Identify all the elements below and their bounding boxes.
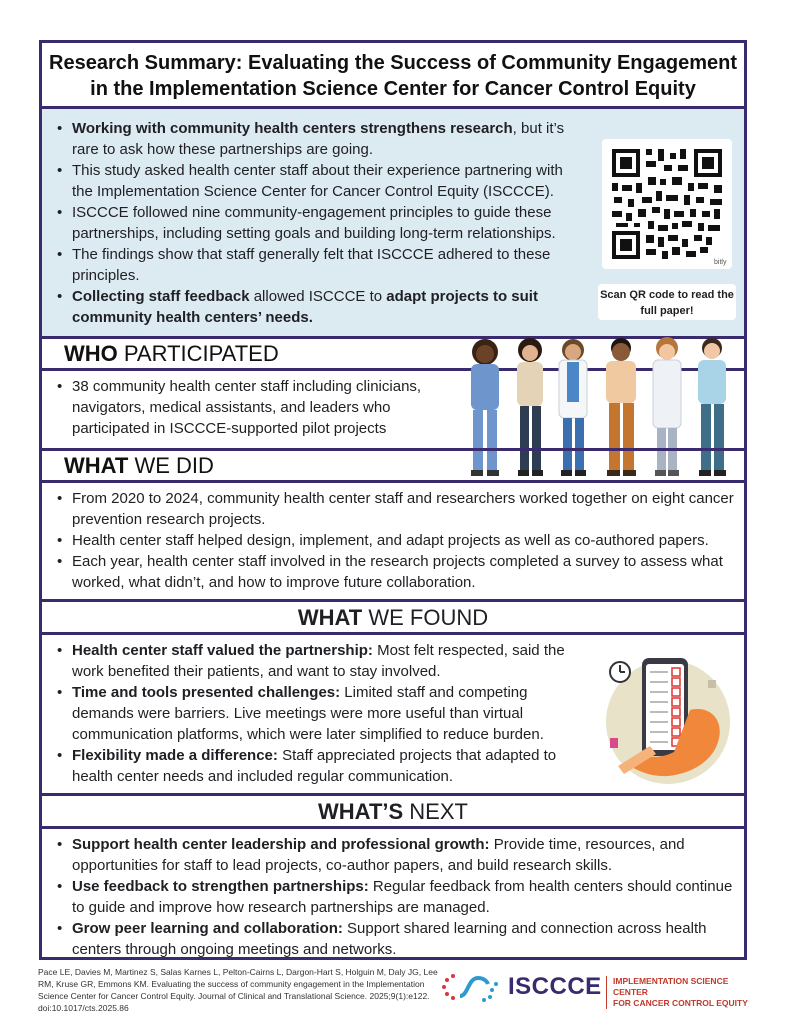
- summary-item-text: The findings show that staff generally felt that ISCCCE adhered to these principles.: [72, 246, 551, 284]
- whats-next-heading: [42, 798, 744, 826]
- summary-item-text: ISCCCE followed nine community-engagement principles to guide these partnerships, including setting goals and building long-term relationships.: [72, 204, 556, 242]
- whats-next-item-text: Support shared learning and connection across health centers through ongoing meetings and networks.: [72, 920, 707, 958]
- whats-next-heading-bold: WHAT’S: [318, 799, 404, 824]
- title-line-2: in the Implementation Science Center for Cancer Control Equity: [90, 78, 696, 100]
- what-found-item-text: Limited staff and competing demands were barriers. Live meetings were more useful than virtual communication platforms, which were later simplified to reduce burden.: [72, 684, 544, 743]
- what-did-heading-rest: WE DID: [128, 453, 214, 478]
- what-did-heading-bold: WHAT: [64, 453, 129, 478]
- what-found-heading-bold: WHAT: [297, 605, 363, 630]
- person-figure: [517, 338, 543, 476]
- qr-brand-text: bitly: [714, 259, 727, 266]
- what-did-section: [42, 480, 744, 600]
- what-found-item: [42, 682, 582, 745]
- whats-next-item-bold: Use feedback to strengthen partnerships:: [72, 878, 369, 895]
- what-found-heading: [42, 604, 744, 632]
- what-did-item: • From 2020 to 2024, community health center staff and researchers worked together on eight cancer prevention research projects.: [42, 488, 742, 530]
- whats-next-item: [42, 918, 742, 960]
- whats-next-item-text: Provide time, resources, and opportunities for staff to lead projects, co-author papers, and build research skills.: [72, 836, 685, 874]
- what-did-item: • Each year, health center staff involved in the research projects completed a survey to assess what worked, what didn’t, and how to improve future collaboration.: [42, 551, 742, 593]
- what-found-item-bold: Time and tools presented challenges:: [72, 684, 341, 701]
- who-heading-bold: WHO: [64, 341, 118, 366]
- citation: Pace LE, Davies M, Martinez S, Salas Karnes L, Pelton-Cairns L, Dargon-Hart S, Holguin M, Daly JG, Lee RM, Kruse GR, Emmons KM. Evaluating the success of community engagement in the Implementation Science Center for Cancer Control Equity. Journal of Clinical and Translational Science. 2025;9(1):e122. doi:10.1017/cts.2025.86: [38, 967, 438, 1013]
- summary-item-bold: Collecting staff feedback: [72, 288, 250, 305]
- title-line-1: Research Summary: Evaluating the Success of Community Engagement: [49, 52, 737, 74]
- summary-item-text: allowed ISCCCE to: [249, 288, 387, 305]
- summary-item: [42, 244, 587, 286]
- qr-code[interactable]: [602, 139, 732, 269]
- what-did-list: [42, 488, 742, 593]
- whats-next-item-text: Regular feedback from health centers should continue to guide and improve how research partnerships are managed.: [72, 878, 733, 916]
- whats-next-list: [42, 834, 742, 960]
- logo-mark-icon: [438, 970, 502, 1004]
- person-figure: [698, 338, 726, 476]
- logo-subtitle-line-1: IMPLEMENTATION SCIENCE CENTER: [613, 976, 729, 997]
- summary-item: [42, 286, 587, 328]
- who-item: • 38 community health center staff including clinicians, navigators, medical assistants, and leaders who participated in ISCCCE-supported pilot projects: [42, 376, 442, 439]
- what-found-heading-rest: WE FOUND: [362, 605, 489, 630]
- person-figure: [606, 338, 636, 476]
- summary-item: [42, 202, 587, 244]
- what-did-heading: [64, 452, 214, 480]
- summary-item-bold: adapt projects to suit community health centers’ needs.: [72, 288, 538, 326]
- whats-next-item: [42, 876, 742, 918]
- whats-next-item-bold: Grow peer learning and collaboration:: [72, 920, 343, 937]
- person-figure: [559, 339, 587, 476]
- what-did-divider: [42, 448, 744, 451]
- what-did-item: • Health center staff helped design, implement, and adapt projects as well as co-authored papers.: [42, 530, 742, 551]
- what-found-list: [42, 640, 582, 787]
- what-found-item: [42, 745, 582, 787]
- whats-next-item-bold: Support health center leadership and professional growth:: [72, 836, 490, 853]
- summary-item-text: This study asked health center staff about their experience partnering with the Implementation Science Center for Cancer Control Equity (ISCCCE).: [72, 162, 563, 200]
- summary-item: [42, 160, 587, 202]
- what-found-item-bold: Flexibility made a difference:: [72, 747, 278, 764]
- whats-next-heading-rest: NEXT: [403, 799, 468, 824]
- what-found-item-text: Staff appreciated projects that adapted to health center needs and included regular communication.: [72, 747, 557, 785]
- summary-item-text: , but it’s rare to ask how these partnerships are going.: [72, 120, 565, 158]
- checklist-phone-illustration: [590, 650, 740, 785]
- what-found-heading-band: [42, 599, 744, 633]
- iscce-logo: [438, 970, 758, 1006]
- whats-next-section: [42, 826, 744, 957]
- what-found-item-bold: Health center staff valued the partnership:: [72, 642, 373, 659]
- logo-subtitle: [606, 976, 758, 1009]
- page-title: [42, 43, 744, 109]
- who-heading: [64, 340, 279, 368]
- person-figure: [653, 337, 681, 476]
- logo-name: ISCCCE: [508, 973, 602, 1000]
- what-found-item-text: Most felt respected, said the work benefited their patients, and want to stay involved.: [72, 642, 565, 680]
- logo-subtitle-line-2: FOR CANCER CONTROL EQUITY: [613, 998, 748, 1008]
- who-list: [42, 376, 442, 439]
- qr-caption: Scan QR code to read the full paper!: [598, 284, 736, 320]
- who-heading-rest: PARTICIPATED: [117, 341, 279, 366]
- qr-code-icon: [602, 139, 732, 269]
- summary-list: [42, 118, 587, 328]
- whats-next-item: [42, 834, 742, 876]
- summary-item-bold: Working with community health centers strengthens research: [72, 120, 513, 137]
- what-found-item: [42, 640, 582, 682]
- participants-illustration: [455, 330, 740, 480]
- whats-next-heading-band: [42, 793, 744, 827]
- summary-item: [42, 118, 587, 160]
- summary-section: [42, 109, 744, 339]
- person-figure: [471, 339, 499, 476]
